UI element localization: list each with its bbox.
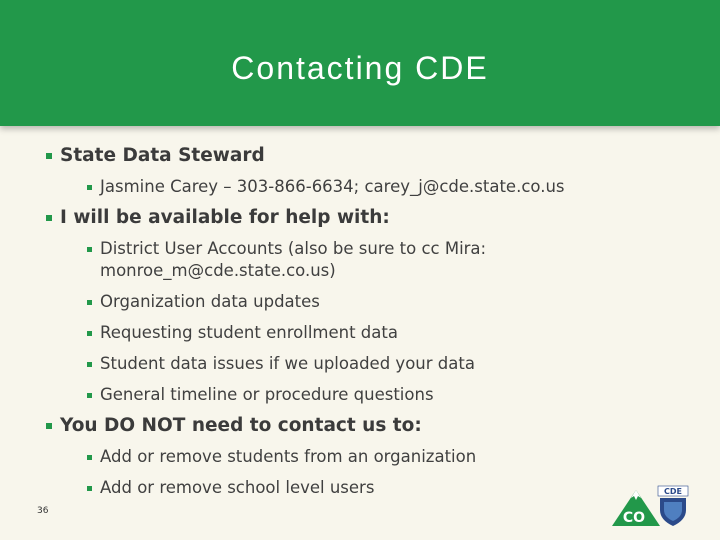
bullet-icon (46, 153, 52, 159)
list-item (40, 353, 700, 375)
bullet-icon (87, 185, 92, 190)
bullet-icon (46, 423, 52, 429)
list-item-text: Jasmine Carey – 303-866-6634; carey_j@cde.state.co.us (100, 177, 565, 196)
list-item-text: General timeline or procedure questions (100, 385, 434, 404)
bullet-icon (87, 300, 92, 305)
logo-co-text: CO (622, 510, 646, 526)
list-item-text: District User Accounts (also be sure to cc Mira: monroe_m@cde.state.co.us) (100, 239, 487, 280)
section-heading (40, 142, 700, 170)
list-item-text: Add or remove students from an organization (100, 447, 477, 466)
cde-logo (612, 484, 692, 528)
section-heading-text: State Data Steward (60, 145, 265, 166)
slide-title: Contacting CDE (231, 50, 489, 86)
slide-content (40, 138, 700, 499)
list-item (40, 176, 700, 198)
section-heading-text: I will be available for help with: (60, 207, 390, 228)
bullet-icon (87, 331, 92, 336)
bullet-icon (87, 455, 92, 460)
list-item-text: Student data issues if we uploaded your data (100, 354, 475, 373)
logo-cde-text: CDE (664, 487, 682, 496)
bullet-icon (87, 362, 92, 367)
list-item (40, 238, 570, 282)
bullet-icon (87, 486, 92, 491)
list-item (40, 477, 700, 499)
list-item (40, 322, 700, 344)
bullet-icon (87, 247, 92, 252)
section-heading-text: You DO NOT need to contact us to: (60, 415, 422, 436)
title-banner (0, 0, 720, 126)
bullet-icon (46, 215, 52, 221)
list-item (40, 384, 700, 406)
list-item-text: Add or remove school level users (100, 478, 375, 497)
section-heading (40, 204, 700, 232)
bullet-icon (87, 393, 92, 398)
list-item-text: Organization data updates (100, 292, 320, 311)
list-item-text: Requesting student enrollment data (100, 323, 398, 342)
list-item (40, 446, 700, 468)
page-number: 36 (37, 506, 49, 516)
section-heading (40, 412, 700, 440)
list-item (40, 291, 700, 313)
